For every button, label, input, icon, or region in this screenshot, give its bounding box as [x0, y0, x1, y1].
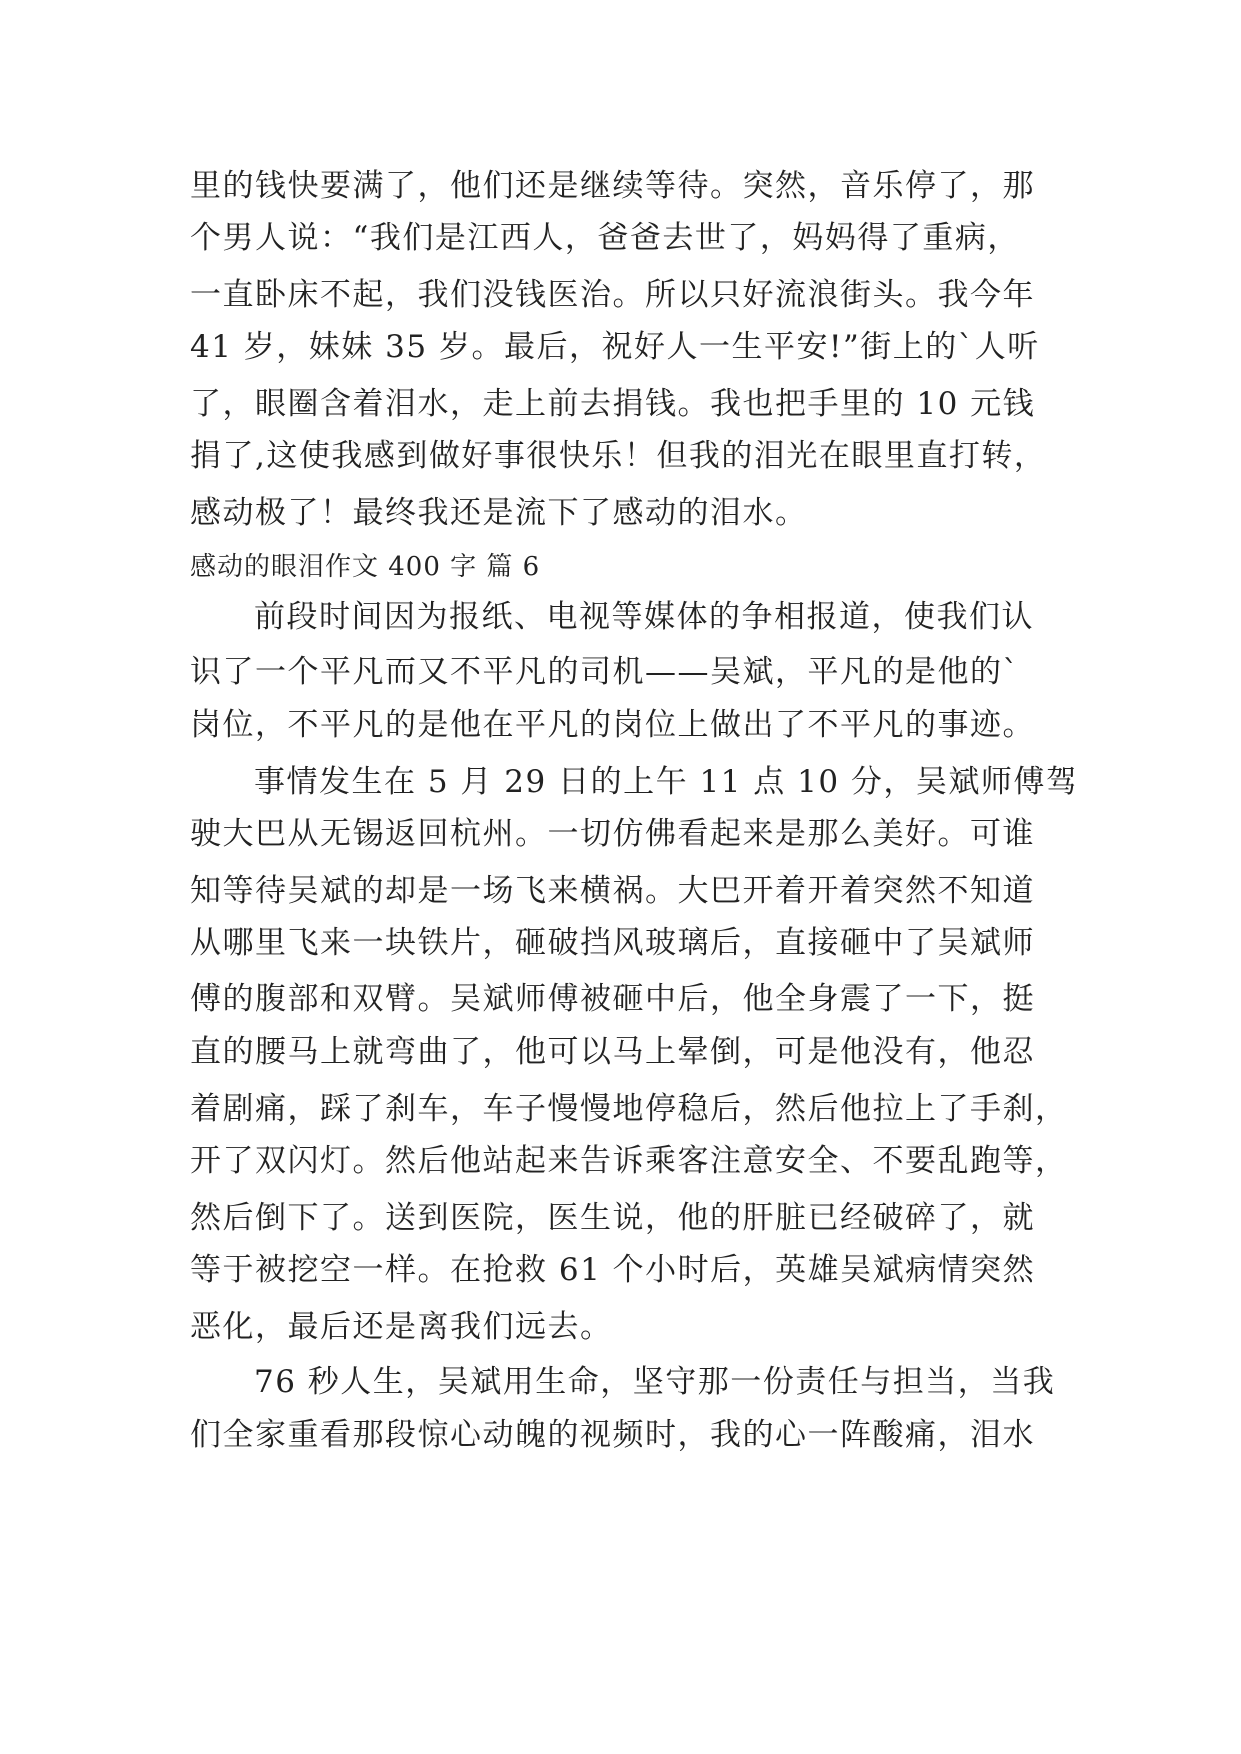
- paragraph-line: 里的钱快要满了，他们还是继续等待。突然，音乐停了，那: [190, 168, 1035, 204]
- paragraph-line: 知等待吴斌的却是一场飞来横祸。大巴开着开着突然不知道: [190, 873, 1035, 909]
- paragraph-line: 前段时间因为报纸、电视等媒体的争相报道，使我们认: [254, 599, 1034, 635]
- paragraph-line: 岗位，不平凡的是他在平凡的岗位上做出了不平凡的事迹。: [190, 707, 1035, 743]
- paragraph-line: 然后倒下了。送到医院，医生说，他的肝脏已经破碎了，就: [190, 1200, 1035, 1236]
- paragraph-line: 驶大巴从无锡返回杭州。一切仿佛看起来是那么美好。可谁: [190, 816, 1035, 852]
- paragraph-line: 个男人说：“我们是江西人，爸爸去世了，妈妈得了重病，: [190, 220, 1020, 256]
- paragraph-line: 直的腰马上就弯曲了，他可以马上晕倒，可是他没有，他忍: [190, 1034, 1035, 1070]
- paragraph-line: 捐了,这使我感到做好事很快乐！但我的泪光在眼里直打转，: [190, 438, 1047, 474]
- paragraph-line: 们全家重看那段惊心动魄的视频时，我的心一阵酸痛，泪水: [190, 1417, 1035, 1453]
- paragraph-line: 等于被挖空一样。在抢救 61 个小时后，英雄吴斌病情突然: [190, 1252, 1036, 1288]
- paragraph-line: 76 秒人生，吴斌用生命，坚守那一份责任与担当，当我: [254, 1364, 1056, 1400]
- paragraph-line: 感动极了！最终我还是流下了感动的泪水。: [190, 495, 808, 531]
- paragraph-line: 着剧痛，踩了刹车，车子慢慢地停稳后，然后他拉上了手刹，: [190, 1091, 1068, 1127]
- paragraph-line: 傅的腹部和双臂。吴斌师傅被砸中后，他全身震了一下，挺: [190, 981, 1035, 1017]
- paragraph-line: 事情发生在 5 月 29 日的上午 11 点 10 分，吴斌师傅驾: [254, 764, 1079, 800]
- paragraph-line: 从哪里飞来一块铁片，砸破挡风玻璃后，直接砸中了吴斌师: [190, 925, 1035, 961]
- paragraph-line: 41 岁，妹妹 35 岁。最后，祝好人一生平安!”街上的`人听: [190, 329, 1040, 365]
- paragraph-line: 一直卧床不起，我们没钱医治。所以只好流浪街头。我今年: [190, 277, 1035, 313]
- paragraph-line: 识了一个平凡而又不平凡的司机——吴斌，平凡的是他的`: [190, 654, 1020, 690]
- paragraph-line: 恶化，最后还是离我们远去。: [190, 1309, 613, 1345]
- paragraph-line: 了，眼圈含着泪水，走上前去捐钱。我也把手里的 10 元钱: [190, 386, 1036, 422]
- paragraph-line: 开了双闪灯。然后他站起来告诉乘客注意安全、不要乱跑等，: [190, 1143, 1068, 1179]
- section-heading: 感动的眼泪作文 400 字 篇 6: [190, 552, 541, 582]
